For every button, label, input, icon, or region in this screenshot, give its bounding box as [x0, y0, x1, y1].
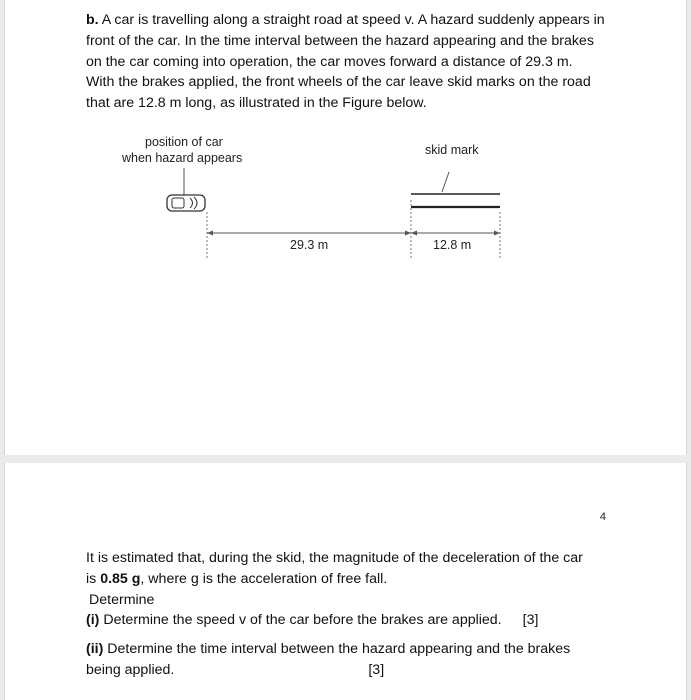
continuation-line-2-prefix: is: [86, 570, 101, 587]
intro-line-3: on the car coming into operation, the car moves forward a distance of 29.3 m.: [86, 53, 573, 70]
intro-line-1: A car is travelling along a straight road at speed v. A hazard suddenly appears in: [98, 12, 605, 28]
part-ii-label: (ii): [86, 641, 104, 658]
intro-line-4: With the brakes applied, the front wheels of the car leave skid marks on the road: [86, 74, 591, 91]
intro-line-5: that are 12.8 m long, as illustrated in the Figure below.: [86, 95, 427, 112]
continuation-text: [86, 548, 646, 681]
figure-drawing: [5, 0, 686, 455]
intro-line-2: front of the car. In the time interval between the hazard appearing and the brakes: [86, 32, 594, 49]
continuation-line-1: It is estimated that, during the skid, the magnitude of the deceleration of the car: [86, 550, 583, 566]
continuation-line-2-suffix: , where g is the acceleration of free fall.: [140, 570, 388, 587]
distance-2-label: 12.8 m: [433, 238, 472, 252]
part-label: b.: [86, 12, 99, 28]
car-icon: [167, 195, 205, 211]
determine-label: Determine: [89, 591, 155, 608]
part-i-marks: [3]: [522, 612, 539, 629]
part-i-text: Determine the speed v of the car before the brakes are applied.: [99, 612, 502, 629]
page-2: [4, 463, 687, 700]
distance-1-label: 29.3 m: [290, 238, 329, 252]
skid-leader-line: [442, 172, 449, 192]
deceleration-value: 0.85 g: [100, 570, 141, 587]
part-i-label: (i): [86, 612, 100, 629]
part-ii-marks: [3]: [368, 661, 385, 678]
part-ii-text-line-1: Determine the time interval between the hazard appearing and the brakes: [103, 641, 571, 658]
part-ii-text-line-2: being applied.: [86, 661, 175, 678]
skid-mark-label: skid mark: [425, 143, 479, 157]
page-1: [4, 0, 687, 455]
page-number: 4: [599, 511, 606, 523]
car-label-line-1: position of car: [145, 135, 223, 149]
car-label-line-2: when hazard appears: [122, 151, 243, 165]
